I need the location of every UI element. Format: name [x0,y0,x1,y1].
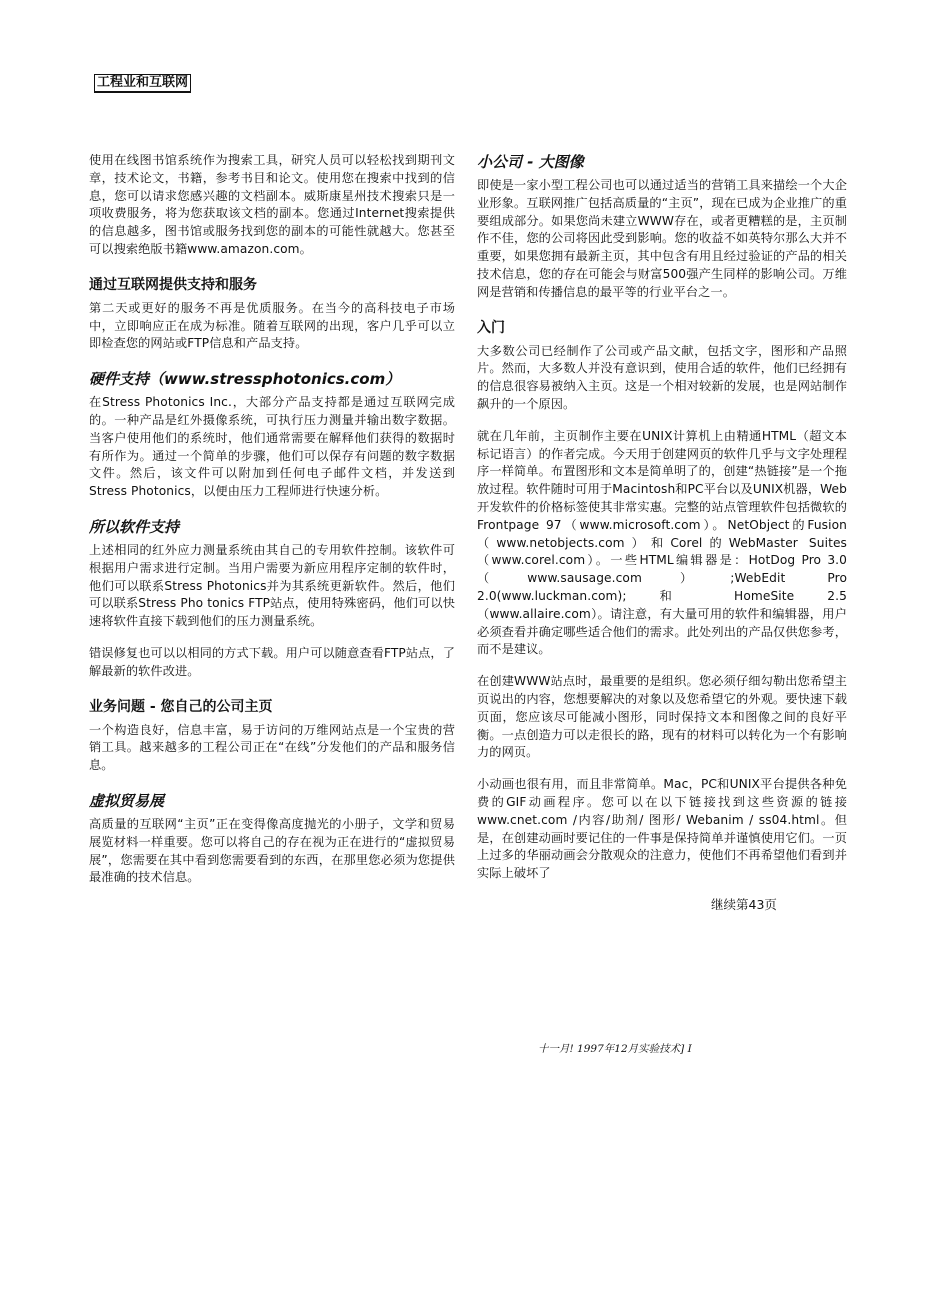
page-footer: 十一月! 1997年12月实验技术] I [538,1043,692,1055]
paragraph-hardware-support: 在Stress Photonics Inc.，大部分产品支持都是通过互联网完成的。一种产品是红外摄像系统，可执行压力测量并输出数字数据。当客户使用他们的系统时，他们通常需要在解释他们获得的数据时有所作为。通过一个简单的步骤，他们可以保存有问题的数字数据文件。然后，该文件可以附加到任何电子邮件文档，并发送到Stress Photonics，以便由压力工程师进行快速分析。 [89,395,455,499]
section-header-tag: 工程业和互联网 [94,74,191,93]
paragraph-business-homepage: 一个构造良好，信息丰富，易于访问的万维网站点是一个宝贵的营销工具。越来越多的工程公司正在“在线”分发他们的产品和服务信息。 [89,722,455,773]
paragraph-bug-fixes: 错误修复也可以以相同的方式下载。用户可以随意查看FTP站点，了解最新的软件改进。 [89,645,455,678]
heading-support-services: 通过互联网提供支持和服务 [89,276,257,293]
paragraph-online-library: 使用在线图书馆系统作为搜索工具，研究人员可以轻松找到期刊文章，技术论文，书籍，参考书目和论文。使用您在搜索中找到的信息，您可以请求您感兴趣的文档副本。威斯康星州技术搜索只是一项收费服务，将为您获取该文档的副本。您通过Internet搜索提供的信息越多，图书馆或服务找到您的副本的可能性就越大。您甚至可以搜索绝版书籍www.amazon.com。 [89,153,455,256]
paragraph-software-support: 上述相同的红外应力测量系统由其自己的专用软件控制。该软件可根据用户需求进行定制。当用户需要为新应用程序定制的软件时，他们可以联系Stress Photonics并为其系统更新软件。然后，他们可以联系Stress Pho tonics FTP站点，使用特殊密码，他们可以快速将软件直接下载到他们的压力测量系统。 [89,542,455,629]
paragraph-small-company: 即使是一家小型工程公司也可以通过适当的营销工具来描绘一个大企业形象。互联网推广包括高质量的“主页”，现在已成为企业推广的重要组成部分。如果您尚未建立WWW存在，或者更糟糕的是，主页制作不佳，您的公司将因此受到影响。您的收益不如英特尔那么大并不重要，如果您拥有最新主页，其中包含有用且经过验证的产品的相关技术信息，您的存在可能会与财富500强产生同样的影响公司。万维网是营销和传播信息的最平等的行业平台之一。 [477,178,847,299]
heading-business-homepage: 业务问题 - 您自己的公司主页 [89,698,273,715]
heading-getting-started: 入门 [477,319,505,336]
right-column [477,152,847,913]
paragraph-organization: 在创建WWW站点时，最重要的是组织。您必须仔细勾勒出您希望主页说出的内容，您想要解决的对象以及您希望它的外观。要快速下载页面，您应该尽可能减小图形，同时保持文本和图像之间的良好平衡。一点创造力可以走很长的路，现有的材料可以转化为一个有影响力的网页。 [477,674,847,760]
paragraph-html-software: 就在几年前，主页制作主要在UNIX计算机上由精通HTML（超文本标记语言）的作者完成。今天用于创建网页的软件几乎与文字处理程序一样简单。布置图形和文本是简单明了的，创建“热链接”是一个拖放过程。软件随时可用于Macintosh和PC平台以及UNIX机器，Web开发软件的价格标签使其非常实惠。完整的站点管理软件包括微软的Frontpage 97（www.microsoft.com）。NetObject的Fusion（www.netobjects.com）和Corel的WebMaster Suites（www.corel.com）。一些HTML编辑器是：HotDog Pro 3.0（www.sausage.com）;WebEdit Pro 2.0(www.luckman.com); 和 HomeSite 2.5（www.allaire.com）。请注意，有大量可用的软件和编辑器，用户必须查看并确定哪些适合他们的需求。此处列出的产品仅供您参考，而不是建议。 [477,428,847,657]
paragraph-virtual-trade-show: 高质量的互联网“主页”正在变得像高度抛光的小册子，文学和贸易展览材料一样重要。您可以将自己的存在视为正在进行的“虚拟贸易展”，您需要在其中看到您需要看到的东西，在那里您必须为您提供最准确的技术信息。 [89,816,455,885]
paragraph-getting-started: 大多数公司已经制作了公司或产品文献，包括文字，图形和产品照片。然而，大多数人并没有意识到，使用合适的软件，他们已经拥有的信息很容易被纳入主页。这是一个相对较新的发展，也是网站制作飙升的一个原因。 [477,343,847,411]
paragraph-support-services: 第二天或更好的服务不再是优质服务。在当今的高科技电子市场中，立即响应正在成为标准。随着互联网的出现，客户几乎可以立即检查您的网站或FTP信息和产品支持。 [89,300,455,351]
heading-virtual-trade-show: 虚拟贸易展 [89,791,165,810]
continued-on-page: 继续第43页 [711,896,777,912]
paragraph-animation: 小动画也很有用，而且非常简单。Mac，PC和UNIX平台提供各种免费的GIF动画程序。您可以在以下链接找到这些资源的链接www.cnet.com /内容/助剂/ 图形/ Webanim / ss04.html。但是，在创建动画时要记住的一件事是保持简单并谨慎使用它们。一页上过多的华丽动画会分散观众的注意力，使他们不再希望他们看到并实际上破坏了 [477,777,847,881]
heading-hardware-support: 硬件支持（www.stressphotonics.com） [89,370,401,389]
heading-small-company: 小公司 - 大图像 [477,153,584,171]
left-column [89,152,455,887]
heading-software-support: 所以软件支持 [89,517,180,536]
